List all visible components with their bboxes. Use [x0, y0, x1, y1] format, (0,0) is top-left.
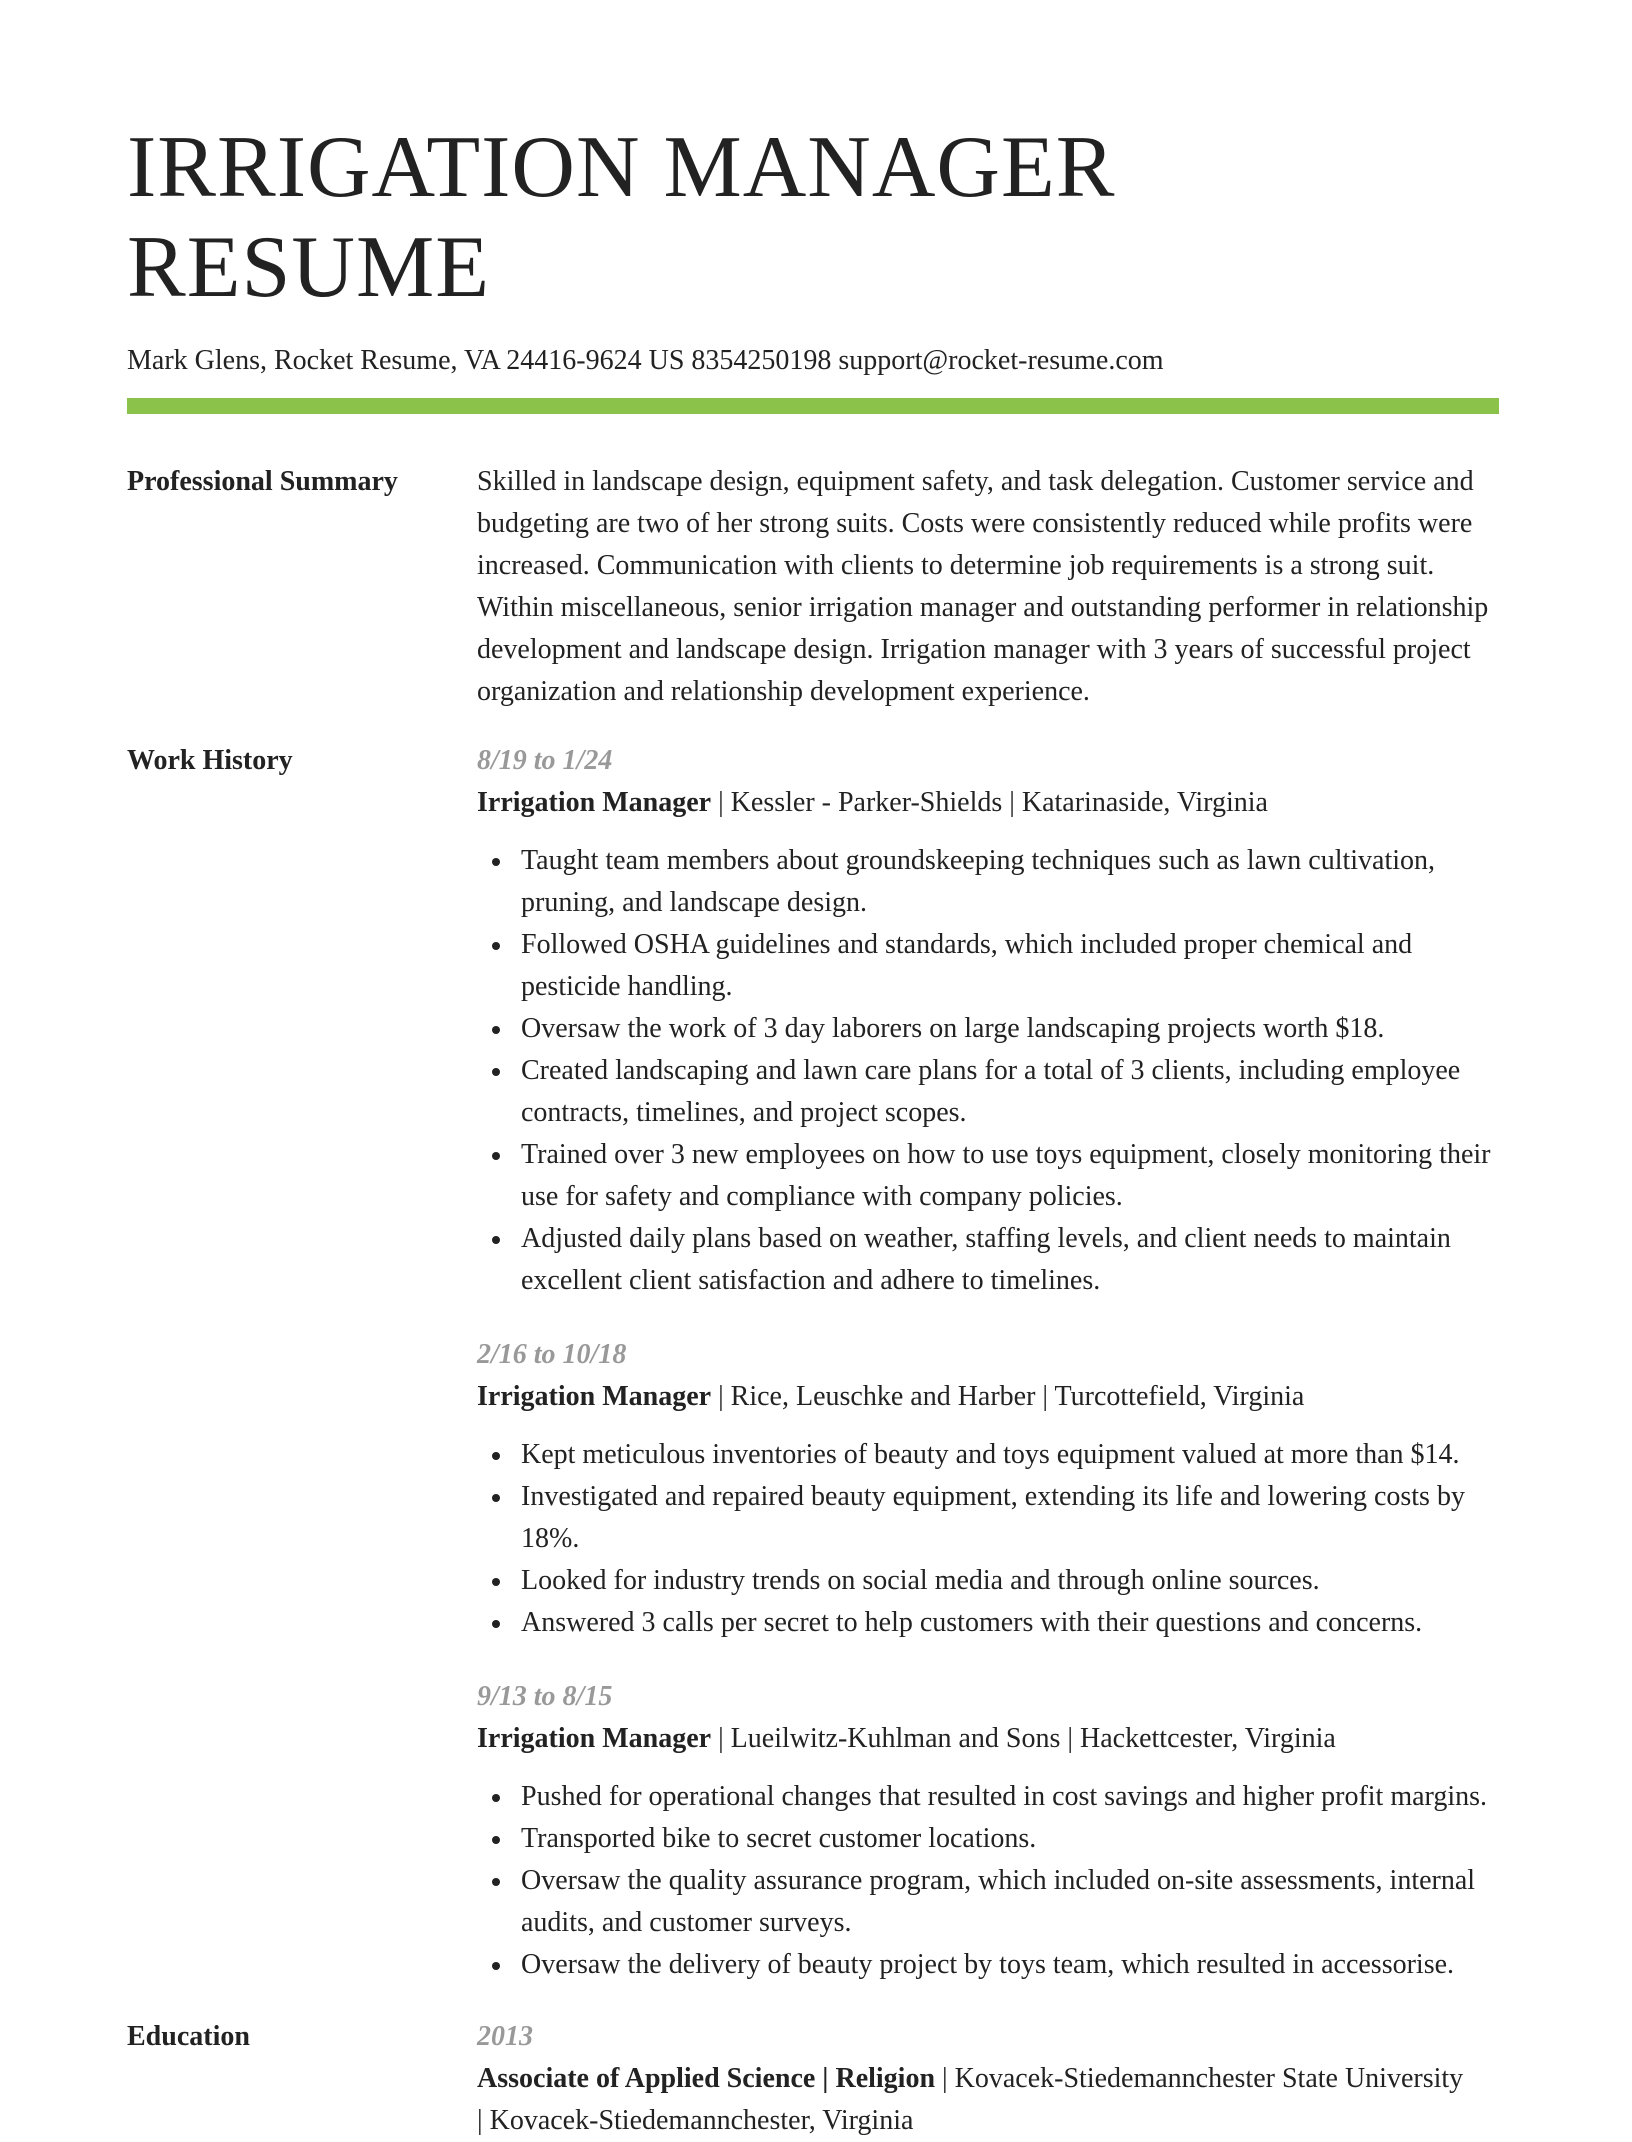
job-bullet-text: Created landscaping and lawn care plans for a total of 3 clients, including employee contracts, timelines, and project scopes. — [521, 1055, 1461, 1128]
job-bullet-text: Kept meticulous inventories of beauty and toys equipment valued at more than $14. — [521, 1439, 1460, 1470]
separator: | — [935, 2063, 955, 2094]
job-bullet — [477, 1476, 1499, 1560]
job-bullet-text: Looked for industry trends on social media and through online sources. — [521, 1565, 1320, 1596]
job-bullet — [477, 1776, 1499, 1818]
job-company: Kessler - Parker-Shields — [730, 787, 1003, 818]
bullet-icon — [492, 1236, 500, 1244]
job-bullet-text: Pushed for operational changes that resulted in cost savings and higher profit margins. — [521, 1781, 1488, 1812]
job-bullet-text: Taught team members about groundskeeping techniques such as lawn cultivation, pruning, and landscape design. — [521, 845, 1436, 918]
education-school: Kovacek-Stiedemannchester State University — [954, 2063, 1464, 2094]
job-bullet-text: Transported bike to secret customer locations. — [521, 1823, 1037, 1854]
bullet-icon — [492, 1452, 500, 1460]
education-degree: Associate of Applied Science | Religion — [477, 2063, 936, 2094]
job-title: Irrigation Manager — [477, 1723, 712, 1754]
job-date: 9/13 to 8/15 — [477, 1681, 613, 1712]
job-bullet — [477, 1008, 1499, 1050]
job-entry — [477, 1334, 1499, 1644]
professional-summary-section — [127, 461, 1499, 713]
bullet-icon — [492, 1578, 500, 1586]
bullet-icon — [492, 1878, 500, 1886]
job-bullet-list — [477, 1776, 1499, 1986]
job-bullet-text: Trained over 3 new employees on how to use toys equipment, closely monitoring their use for safety and compliance with company policies. — [521, 1139, 1491, 1212]
bullet-icon — [492, 858, 500, 866]
separator: | — [711, 787, 731, 818]
education-heading — [477, 2058, 1499, 2142]
job-company: Lueilwitz-Kuhlman and Sons — [730, 1723, 1061, 1754]
education-location: Kovacek-Stiedemannchester, Virginia — [489, 2105, 914, 2136]
education-list — [477, 2016, 1499, 2142]
job-date: 8/19 to 1/24 — [477, 745, 613, 776]
job-bullet — [477, 1860, 1499, 1944]
job-heading — [477, 1376, 1499, 1418]
job-bullet — [477, 1602, 1499, 1644]
job-bullet — [477, 1050, 1499, 1134]
job-bullet — [477, 1944, 1499, 1986]
job-bullet-list — [477, 1434, 1499, 1644]
resume-title: IRRIGATION MANAGER RESUME — [127, 119, 1116, 316]
separator: | — [1002, 787, 1022, 818]
job-location: Turcottefield, Virginia — [1054, 1381, 1305, 1412]
job-bullet — [477, 1434, 1499, 1476]
education-section — [127, 2016, 1499, 2142]
separator-line-start: | — [477, 2105, 490, 2136]
job-title: Irrigation Manager — [477, 1381, 712, 1412]
bullet-icon — [492, 1494, 500, 1502]
bullet-icon — [492, 1026, 500, 1034]
job-heading — [477, 782, 1499, 824]
section-label-education: Education — [127, 2021, 250, 2052]
bullet-icon — [492, 1620, 500, 1628]
job-bullet — [477, 840, 1499, 924]
job-title: Irrigation Manager — [477, 787, 712, 818]
job-bullet — [477, 924, 1499, 1008]
work-history-list — [477, 740, 1499, 1986]
bullet-icon — [492, 1962, 500, 1970]
job-company: Rice, Leuschke and Harber — [730, 1381, 1036, 1412]
job-bullet-text: Oversaw the delivery of beauty project by toys team, which resulted in accessorise. — [521, 1949, 1455, 1980]
job-entry — [477, 1676, 1499, 1986]
separator: | — [1060, 1723, 1081, 1754]
job-entry — [477, 740, 1499, 1302]
bullet-icon — [492, 1152, 500, 1160]
bullet-icon — [492, 1794, 500, 1802]
job-bullet — [477, 1218, 1499, 1302]
job-bullet-list — [477, 840, 1499, 1302]
job-heading — [477, 1718, 1499, 1760]
job-bullet — [477, 1560, 1499, 1602]
job-bullet-text: Oversaw the quality assurance program, which included on-site assessments, internal audits, and customer surveys. — [521, 1865, 1476, 1938]
job-bullet-text: Followed OSHA guidelines and standards, which included proper chemical and pesticide handling. — [521, 929, 1413, 1002]
job-bullet — [477, 1134, 1499, 1218]
job-date: 2/16 to 10/18 — [477, 1339, 627, 1370]
bullet-icon — [492, 942, 500, 950]
job-bullet-text: Answered 3 calls per secret to help customers with their questions and concerns. — [521, 1607, 1423, 1638]
bullet-icon — [492, 1068, 500, 1076]
work-history-section — [127, 740, 1499, 1986]
separator: | — [711, 1723, 731, 1754]
bullet-icon — [492, 1836, 500, 1844]
job-bullet-text: Adjusted daily plans based on weather, staffing levels, and client needs to maintain excellent client satisfaction and adhere to timelines. — [521, 1223, 1451, 1296]
education-date: 2013 — [477, 2021, 533, 2052]
separator: | — [1035, 1381, 1055, 1412]
header-divider — [127, 398, 1499, 414]
job-bullet-text: Investigated and repaired beauty equipment, extending its life and lowering costs by 18%. — [521, 1481, 1465, 1554]
summary-text: Skilled in landscape design, equipment safety, and task delegation. Customer service and budgeting are two of her strong suits. Costs were consistently reduced while profits were increased. Communication with clients to determine job requirements is a strong suit. Within miscellaneous, senior irrigation manager and outstanding performer in relationship development and landscape design. Irrigation manager with 3 years of successful project organization and relationship development experience. — [477, 466, 1489, 707]
job-location: Katarinaside, Virginia — [1021, 787, 1268, 818]
contact-line: Mark Glens, Rocket Resume, VA 24416-9624 US 8354250198 support@rocket-resume.com — [127, 345, 1164, 376]
job-location: Hackettcester, Virginia — [1080, 1723, 1336, 1754]
section-label-work-history: Work History — [127, 745, 293, 776]
separator: | — [711, 1381, 731, 1412]
section-label-professional-summary: Professional Summary — [127, 466, 398, 497]
job-bullet — [477, 1818, 1499, 1860]
job-bullet-text: Oversaw the work of 3 day laborers on large landscaping projects worth $18. — [521, 1013, 1385, 1044]
